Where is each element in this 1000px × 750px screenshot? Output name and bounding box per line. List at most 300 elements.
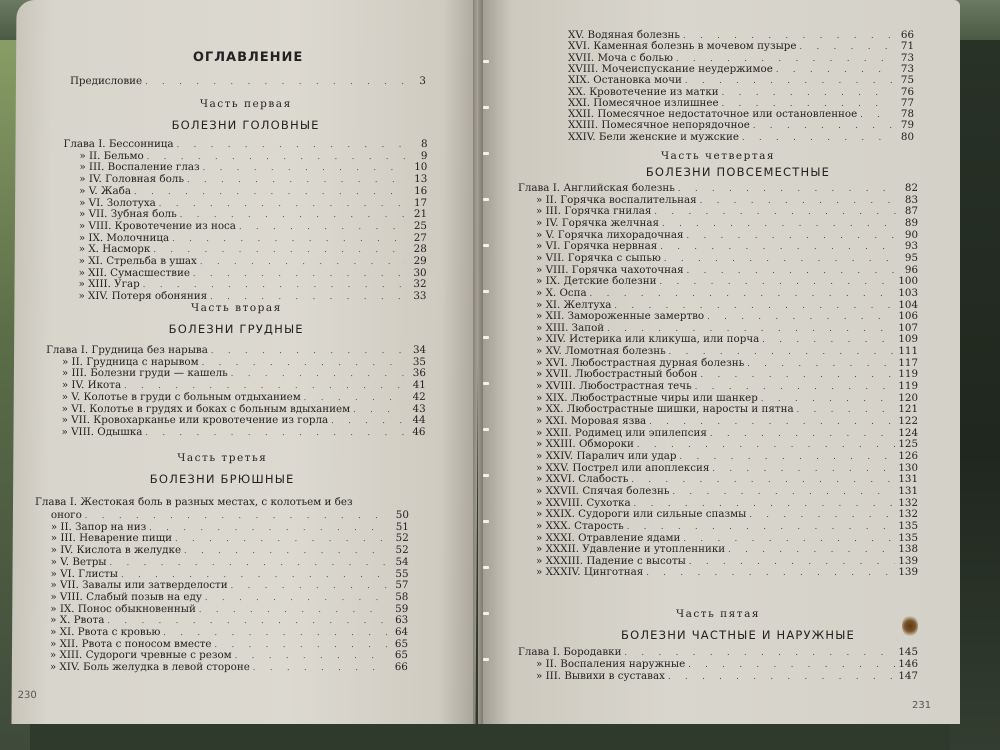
toc-entry-label: » V. Ветры — [50, 555, 107, 568]
toc-entry-label: XXIII. Помесячное непорядочное — [568, 119, 750, 132]
leader-dots — [678, 183, 897, 194]
leader-dots — [722, 87, 893, 98]
leader-dots — [631, 474, 895, 485]
leader-dots — [747, 358, 895, 369]
leader-dots — [624, 647, 895, 658]
leader-dots — [607, 323, 895, 334]
toc-entry — [536, 521, 918, 532]
toc-entry-label: » XXVII. Спячая болезнь — [536, 484, 670, 497]
toc-entry-page: 25 — [413, 219, 427, 232]
toc-entry — [50, 650, 408, 661]
toc-entry-page: 30 — [413, 266, 427, 279]
toc-entry-label: » V. Колотье в груди с больным отдыханием — [61, 390, 301, 403]
leader-dots — [797, 404, 896, 415]
part-heading: Часть вторая — [190, 302, 282, 314]
leader-dots — [177, 139, 407, 150]
toc-entry — [536, 230, 918, 241]
left-page — [11, 0, 480, 724]
toc-entry-page: 135 — [898, 531, 918, 544]
part-heading: Часть четвертая — [660, 150, 776, 162]
toc-entry-label: » XI. Желтуха — [536, 298, 612, 311]
leader-dots — [231, 580, 388, 591]
toc-entry — [79, 209, 427, 220]
leader-dots — [193, 268, 406, 279]
toc-entry — [46, 345, 426, 356]
toc-entry-label: » VIII. Слабый позыв на еду — [50, 590, 202, 603]
toc-entry-label: XVI. Каменная болезнь в мочевом пузыре — [568, 40, 797, 53]
leader-dots — [235, 650, 387, 661]
section-heading: БОЛЕЗНИ ПОВСЕМЕСТНЫЕ — [645, 165, 831, 179]
toc-entry-label: » XXIII. Обмороки — [536, 438, 634, 451]
section-heading: БОЛЕЗНИ ГРУДНЫЕ — [168, 322, 304, 336]
leader-dots — [637, 439, 895, 450]
toc-entry — [536, 416, 918, 427]
page-stain — [902, 615, 918, 637]
toc-entry-page: 111 — [898, 345, 918, 358]
toc-entry-label: » III. Горячка гнилая — [536, 205, 652, 218]
toc-entry — [51, 522, 409, 533]
toc-entry — [536, 206, 918, 217]
toc-entry-label: » XIX. Любострастные чиры или шанкер — [536, 391, 758, 404]
toc-entry-label: » XVII. Любострастный бобон — [536, 368, 698, 381]
stitch-hole — [483, 198, 489, 201]
toc-entry-page: 27 — [413, 231, 427, 244]
toc-entry-label: XVII. Моча с болью — [568, 51, 673, 64]
toc-entry-label: » VIII. Горячка чахоточная — [536, 263, 684, 276]
toc-entry-label: » VI. Колотье в грудях и боках с больным вдыханием — [61, 402, 351, 415]
toc-entry-label: » X. Насморк — [78, 243, 151, 256]
toc-entry-page: 34 — [412, 344, 427, 356]
leader-dots — [331, 415, 405, 426]
toc-entry-page: 16 — [414, 184, 428, 197]
toc-entry-page: 21 — [413, 208, 428, 221]
toc-entry-page: 73 — [900, 62, 914, 75]
toc-entry-page: 83 — [904, 193, 918, 206]
toc-entry-page: 13 — [414, 173, 428, 186]
toc-entry-page: 87 — [904, 205, 918, 218]
toc-entry-label: » V. Жаба — [79, 184, 132, 197]
leader-dots — [749, 509, 895, 520]
page-number: 230 — [17, 690, 37, 701]
toc-entry-page: 66 — [900, 29, 914, 41]
leader-dots — [134, 186, 406, 197]
toc-entry — [50, 662, 408, 673]
toc-title: ОГЛАВЛЕНИЕ — [192, 50, 304, 65]
toc-entry — [536, 567, 918, 578]
toc-entry-page: 32 — [413, 278, 427, 291]
stitch-hole — [483, 290, 489, 293]
stitch-hole — [483, 60, 489, 63]
toc-entry-page: 130 — [898, 461, 918, 474]
leader-dots — [203, 162, 407, 173]
stitch-hole — [483, 520, 489, 523]
toc-entry-label: » XI. Рвота с кровью — [50, 626, 161, 638]
toc-entry-label: » XVI. Любострастная дурная болезнь — [536, 356, 745, 369]
toc-entry-page: 132 — [898, 496, 918, 509]
stitch-hole — [483, 428, 489, 431]
toc-entry — [79, 174, 427, 185]
stitch-hole — [483, 382, 489, 385]
toc-entry — [70, 76, 426, 87]
toc-entry-label: XVIII. Мочеиспускание неудержимое — [568, 62, 773, 75]
toc-entry — [536, 556, 918, 567]
part-heading: Часть первая — [199, 98, 292, 110]
toc-entry — [50, 580, 408, 591]
toc-entry-page: 58 — [395, 590, 409, 603]
toc-entry — [536, 659, 918, 670]
toc-entry-label: » XXXIV. Цинготная — [536, 566, 644, 579]
toc-entry — [51, 557, 409, 568]
toc-entry-label: » VI. Глисты — [50, 567, 119, 580]
toc-entry — [568, 132, 914, 143]
toc-entry-page: 131 — [898, 473, 918, 486]
toc-entry-label: » II. Бельмо — [79, 149, 144, 162]
toc-entry — [536, 404, 918, 415]
toc-entry-label: » XIV. Потеря обоняния — [78, 290, 208, 303]
toc-entry-label: » V. Горячка лихорадочная — [536, 228, 684, 241]
leader-dots — [742, 132, 893, 143]
leader-dots — [353, 404, 405, 415]
leader-dots — [700, 195, 897, 206]
toc-entry — [50, 627, 408, 638]
toc-entry-page: 76 — [900, 85, 914, 98]
toc-entry-label: » XIII. Запой — [536, 321, 605, 334]
toc-entry-label: Глава I. Грудница без нарыва — [46, 344, 208, 356]
toc-entry — [536, 369, 918, 380]
toc-entry-label: оного — [50, 509, 82, 521]
leader-dots — [153, 244, 405, 255]
stitch-hole — [483, 152, 489, 155]
toc-entry-label: » IX. Детские болезни — [536, 275, 657, 288]
toc-entry — [51, 510, 409, 521]
leader-dots — [710, 428, 895, 439]
toc-entry-page: 82 — [904, 182, 918, 194]
toc-entry — [536, 428, 918, 439]
leader-dots — [634, 498, 896, 509]
toc-entry-page: 35 — [412, 355, 427, 368]
toc-entry — [50, 604, 408, 615]
leader-dots — [762, 334, 895, 345]
toc-entry-page: 63 — [395, 614, 409, 627]
toc-entry-label: » XII. Рвота с поносом вместе — [49, 637, 212, 650]
toc-entry — [568, 41, 914, 52]
toc-entry — [79, 198, 427, 209]
toc-entry — [50, 569, 408, 580]
toc-entry-page: 139 — [898, 554, 918, 567]
toc-entry-label: » XVIII. Любострастная течь — [536, 380, 692, 393]
toc-entry — [78, 279, 426, 290]
leader-dots — [187, 174, 406, 185]
toc-entry — [50, 615, 408, 626]
toc-entry-page: 42 — [412, 390, 426, 403]
toc-entry — [536, 533, 918, 544]
toc-entry-label: » X. Рвота — [50, 614, 105, 627]
toc-entry — [536, 544, 918, 555]
toc-entry-label: Глава I. Бессонница — [63, 138, 174, 150]
leader-dots — [614, 300, 895, 311]
leader-dots — [689, 556, 895, 567]
toc-entry-page: 119 — [898, 368, 918, 381]
toc-entry-page: 51 — [395, 520, 409, 533]
toc-entry-label: » III. Болезни груди — кашель — [61, 367, 228, 380]
right-page-content — [478, 0, 960, 724]
toc-entry-page: 8 — [420, 138, 428, 150]
leader-dots — [695, 381, 896, 392]
toc-entry-label: » III. Неварение пищи — [50, 532, 173, 545]
leader-dots — [654, 206, 897, 217]
toc-entry-label: » III. Вывихи в суставах — [536, 670, 665, 682]
toc-entry-page: 57 — [395, 579, 409, 592]
toc-entry — [79, 256, 427, 267]
leader-dots — [304, 392, 405, 403]
toc-entry-label: » IV. Кислота в желудке — [50, 544, 182, 557]
toc-entry-page: 126 — [898, 449, 918, 462]
leader-dots — [163, 627, 387, 638]
stitch-hole — [483, 612, 489, 615]
toc-entry-label: » XXVI. Слабость — [536, 473, 629, 486]
toc-entry-label: » XXV. Пострел или апоплексия — [536, 461, 710, 474]
leader-dots — [109, 557, 387, 568]
toc-entry — [51, 533, 409, 544]
toc-entry-label: » XXXIII. Падение с высоты — [536, 554, 686, 567]
toc-entry — [79, 268, 427, 279]
toc-entry — [62, 380, 426, 391]
leader-dots — [761, 393, 895, 404]
leader-dots — [172, 233, 406, 244]
toc-entry-page: 71 — [900, 40, 914, 53]
toc-entry — [518, 647, 918, 658]
toc-entry-page: 59 — [395, 602, 409, 615]
page-number: 231 — [912, 700, 932, 711]
toc-entry — [62, 415, 426, 426]
toc-entry — [62, 368, 426, 379]
toc-entry-label: » XIII. Угар — [78, 278, 140, 291]
toc-entry — [536, 381, 918, 392]
toc-entry — [536, 474, 918, 485]
stitch-hole — [483, 244, 489, 247]
toc-entry-label: XV. Водяная болезнь — [568, 29, 681, 41]
leader-dots — [664, 253, 897, 264]
toc-entry-label: XXIV. Бели женские и мужские — [568, 130, 739, 143]
leader-dots — [680, 451, 896, 462]
toc-entry-page: 125 — [898, 438, 918, 451]
toc-entry-page: 147 — [898, 670, 918, 682]
toc-entry-label: » IX. Молочница — [78, 231, 170, 244]
toc-entry — [536, 195, 918, 206]
toc-entry-label: » IX. Понос обыкновенный — [50, 602, 196, 615]
toc-entry — [536, 486, 918, 497]
toc-entry-label: » IV. Икота — [61, 379, 122, 392]
leader-dots — [712, 463, 895, 474]
toc-entry-page: 64 — [394, 626, 409, 638]
leader-dots — [85, 510, 388, 521]
toc-entry — [536, 498, 918, 509]
toc-entry — [79, 233, 427, 244]
toc-entry — [536, 439, 918, 450]
toc-entry — [79, 244, 427, 255]
toc-entry-page: 135 — [898, 519, 918, 532]
leader-dots — [231, 368, 405, 379]
part-heading: Часть пятая — [676, 608, 760, 620]
leader-dots — [753, 120, 893, 131]
toc-entry-page: 28 — [413, 243, 427, 256]
toc-entry — [62, 357, 426, 368]
toc-entry-label: » XV. Ломотная болезнь — [536, 345, 666, 358]
toc-entry-label: » VII. Завалы или затверделости — [50, 579, 228, 592]
toc-entry-page: 65 — [394, 637, 409, 650]
right-page — [478, 0, 960, 724]
toc-entry — [62, 392, 426, 403]
leader-dots — [239, 221, 406, 232]
toc-entry-label: » VII. Горячка с сыпью — [536, 251, 661, 264]
leader-dots — [145, 76, 405, 87]
toc-entry — [568, 75, 914, 86]
leader-dots — [149, 522, 388, 533]
toc-entry-page: 145 — [898, 646, 918, 658]
leader-dots — [660, 241, 897, 252]
toc-entry — [79, 162, 427, 173]
toc-entry-page: 107 — [898, 321, 918, 334]
toc-entry-label: » XXXI. Отравление ядами — [536, 531, 681, 544]
toc-entry-label: » VIII. Одышка — [61, 425, 143, 438]
toc-entry-page: 10 — [414, 161, 428, 174]
toc-entry-label: » VI. Горячка нервная — [536, 240, 658, 253]
toc-entry-label: » II. Грудница с нарывом — [61, 355, 199, 368]
leader-dots — [685, 75, 893, 86]
toc-entry-page: 80 — [900, 130, 914, 143]
stitch-hole — [483, 336, 489, 339]
toc-entry-page: 78 — [900, 108, 914, 121]
toc-entry-page: 121 — [898, 403, 918, 416]
toc-entry-page: 3 — [419, 75, 427, 87]
toc-entry — [79, 151, 427, 162]
toc-entry-page: 119 — [898, 380, 918, 393]
toc-entry — [518, 183, 918, 194]
toc-entry-page: 124 — [898, 426, 918, 439]
part-heading: Часть третья — [177, 452, 268, 464]
toc-entry — [536, 253, 918, 264]
toc-entry-label: XXI. Помесячное излишнее — [568, 96, 719, 109]
leader-dots — [683, 533, 895, 544]
leader-dots — [205, 592, 388, 603]
toc-entry-label: » XII. Сумасшествие — [78, 266, 190, 279]
toc-entry — [536, 300, 918, 311]
toc-entry — [568, 53, 914, 64]
toc-entry — [79, 221, 427, 232]
toc-entry — [536, 671, 918, 682]
leader-dots — [202, 357, 405, 368]
leader-dots — [728, 544, 895, 555]
book-gutter — [473, 0, 483, 724]
leader-dots — [143, 279, 406, 290]
toc-entry-page: 29 — [413, 255, 427, 267]
toc-entry-first-line: Глава I. Жестокая боль в разных местах, с колотьем и без — [34, 496, 353, 508]
toc-entry-page: 41 — [412, 379, 426, 392]
toc-entry — [568, 120, 914, 131]
toc-entry-label: » II. Воспаления наружные — [536, 658, 686, 670]
toc-entry-label: Глава I. Английская болезнь — [518, 182, 675, 194]
toc-entry-page: 50 — [395, 509, 409, 521]
toc-entry — [536, 451, 918, 462]
toc-entry-page: 109 — [898, 333, 918, 346]
toc-entry — [536, 241, 918, 252]
toc-entry-label: » II. Запор на низ — [50, 520, 147, 533]
toc-entry — [79, 186, 427, 197]
toc-entry-label: Глава I. Бородавки — [518, 646, 622, 658]
toc-entry-page: 66 — [394, 661, 408, 674]
toc-entry-page: 9 — [420, 149, 428, 162]
toc-entry — [536, 276, 918, 287]
toc-entry — [568, 87, 914, 98]
stitch-hole — [483, 106, 489, 109]
toc-entry — [536, 393, 918, 404]
toc-entry-page: 138 — [898, 543, 918, 556]
leader-dots — [776, 64, 893, 75]
toc-entry-page: 139 — [898, 566, 918, 579]
toc-entry-page: 75 — [900, 74, 914, 87]
leader-dots — [253, 662, 387, 673]
toc-entry-page: 33 — [413, 290, 427, 303]
toc-entry-label: » VIII. Кровотечение из носа — [78, 219, 237, 232]
toc-entry — [536, 346, 918, 357]
toc-entry-page: 36 — [412, 367, 426, 380]
toc-entry-page: 104 — [898, 298, 918, 311]
toc-entry-page: 103 — [898, 286, 918, 299]
toc-entry-page: 117 — [898, 356, 918, 369]
toc-entry-page: 77 — [900, 96, 914, 109]
toc-entry-page: 44 — [412, 414, 426, 427]
toc-entry-page: 95 — [904, 251, 918, 264]
section-heading: БОЛЕЗНИ ЧАСТНЫЕ И НАРУЖНЫЕ — [620, 628, 856, 642]
leader-dots — [707, 311, 895, 322]
toc-entry-label: » XIII. Судороги чревные с резом — [49, 649, 232, 662]
toc-entry-page: 17 — [413, 196, 428, 209]
leader-dots — [646, 567, 895, 578]
toc-entry — [536, 265, 918, 276]
leader-dots — [649, 416, 895, 427]
leader-dots — [200, 256, 406, 267]
toc-entry-label: » XII. Замороженные замертво — [536, 310, 705, 323]
toc-entry-label: » VI. Золотуха — [79, 196, 156, 209]
leader-dots — [180, 209, 406, 220]
toc-entry — [63, 139, 427, 150]
leader-dots — [199, 604, 387, 615]
toc-entry — [536, 334, 918, 345]
leader-dots — [211, 345, 405, 356]
toc-entry — [536, 509, 918, 520]
toc-entry — [78, 291, 426, 302]
toc-entry-label: » XI. Стрельба в ушах — [78, 255, 197, 267]
leader-dots — [668, 671, 895, 682]
leader-dots — [676, 53, 893, 64]
leader-dots — [145, 427, 404, 438]
toc-entry-label: » XXI. Моровая язва — [536, 415, 647, 427]
toc-entry-label: » III. Воспаление глаз — [79, 161, 200, 174]
toc-entry-page: 89 — [904, 216, 918, 229]
toc-entry-label: » XXIX. Судороги или сильные спазмы — [536, 508, 747, 521]
toc-entry-page: 131 — [898, 484, 918, 497]
toc-entry-label: » II. Горячка воспалительная — [536, 193, 697, 206]
toc-entry-label: » XXII. Родимец или эпилепсия — [536, 426, 707, 439]
toc-entry — [536, 218, 918, 229]
leader-dots — [124, 380, 405, 391]
left-page-content — [11, 0, 480, 724]
stitch-hole — [483, 566, 489, 569]
toc-entry — [51, 545, 409, 556]
leader-dots — [662, 218, 897, 229]
toc-entry — [62, 404, 426, 415]
toc-entry-page: 146 — [898, 658, 918, 670]
